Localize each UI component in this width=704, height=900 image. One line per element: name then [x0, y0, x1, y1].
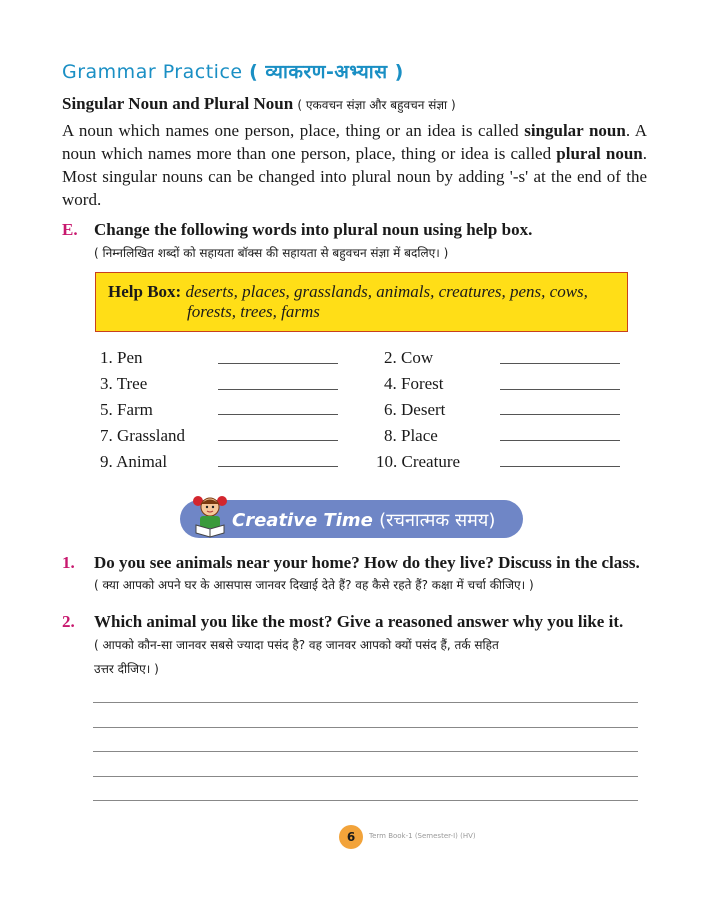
list-item: 2. Cow [384, 348, 434, 367]
answer-line-2[interactable] [93, 727, 638, 728]
creative-time-label [232, 508, 495, 532]
answer-blank-7[interactable] [218, 440, 338, 441]
answer-blank-10[interactable] [500, 466, 620, 467]
answer-line-4[interactable] [93, 776, 638, 777]
para-text-3: . Most singular nouns can be changed into plural noun by adding '-s' at the end of the word. [62, 144, 648, 209]
exercise-e-number: E. [62, 220, 78, 239]
help-box-label: Help Box: [108, 282, 182, 301]
book-name: Term Book-1 (Semester-I) (HV) [369, 832, 476, 840]
list-item: 10. Creature [376, 452, 461, 471]
list-item: 5. Farm [100, 400, 153, 419]
question-1-number: 1. [62, 553, 75, 572]
list-item: 9. Animal [100, 452, 168, 471]
question-2-text: Which animal you like the most? Give a reasoned answer why you like it. [94, 612, 624, 631]
para-text-1: A noun which names one person, place, thing or an idea is called [62, 121, 525, 140]
answer-blank-5[interactable] [218, 414, 338, 415]
question-2-text-hindi-2: उत्तर दीजिए। ) [94, 662, 159, 676]
question-2-text-hindi-1: ( आपको कौन-सा जानवर सबसे ज्यादा पसंद है? वह जानवर आपको क्यों पसंद हैं, तर्क सहित [94, 638, 499, 652]
answer-blank-1[interactable] [218, 363, 338, 364]
list-item: 6. Desert [384, 400, 446, 419]
answer-blank-8[interactable] [500, 440, 620, 441]
list-item: 4. Forest [384, 374, 444, 393]
section-title-english: Singular Noun and Plural Noun [62, 94, 294, 113]
exercise-e-text-hindi: ( निम्नलिखित शब्दों को सहायता बॉक्स की सहायता से बहुवचन संज्ञा में बदलिए। ) [94, 246, 449, 260]
list-item: 1. Pen [100, 348, 143, 367]
answer-line-3[interactable] [93, 751, 638, 752]
para-bold-plural: plural noun [556, 144, 643, 163]
creative-time-hindi: (रचनात्मक समय) [379, 510, 496, 531]
question-1-text-hindi: ( क्या आपको अपने घर के आसपास जानवर दिखाई देते हैं? वह कैसे रहते हैं? कक्षा में चर्चा कीजिए। ) [94, 578, 534, 592]
title-english: Grammar Practice [62, 61, 243, 83]
creative-time-english: Creative Time [232, 510, 373, 531]
page-number: 6 [339, 825, 363, 849]
section-title-hindi: ( एकवचन संज्ञा और बहुवचन संज्ञा ) [297, 98, 456, 112]
definition-paragraph [62, 119, 647, 211]
title-hindi: ( व्याकरण-अभ्यास ) [249, 61, 404, 83]
answer-blank-9[interactable] [218, 466, 338, 467]
reading-child-icon [190, 493, 232, 539]
question-2-number: 2. [62, 612, 75, 631]
question-1-text: Do you see animals near your home? How do they live? Discuss in the class. [94, 553, 640, 572]
help-box [95, 272, 628, 332]
answer-blank-6[interactable] [500, 414, 620, 415]
answer-line-5[interactable] [93, 800, 638, 801]
answer-blank-2[interactable] [500, 363, 620, 364]
answer-line-1[interactable] [93, 702, 638, 703]
list-item: 8. Place [384, 426, 438, 445]
page-title [62, 58, 404, 84]
exercise-e-text: Change the following words into plural noun using help box. [94, 220, 533, 239]
answer-blank-4[interactable] [500, 389, 620, 390]
help-box-words-1: deserts, places, grasslands, animals, creatures, pens, cows, [185, 282, 588, 301]
list-item: 3. Tree [100, 374, 148, 393]
list-item: 7. Grassland [100, 426, 185, 445]
para-bold-singular: singular noun [524, 121, 626, 140]
answer-blank-3[interactable] [218, 389, 338, 390]
section-title [62, 94, 456, 114]
para-text-2: . A noun which names more than one person, place, thing or idea is called [62, 121, 647, 163]
help-box-words-2: forests, trees, farms [187, 302, 320, 321]
